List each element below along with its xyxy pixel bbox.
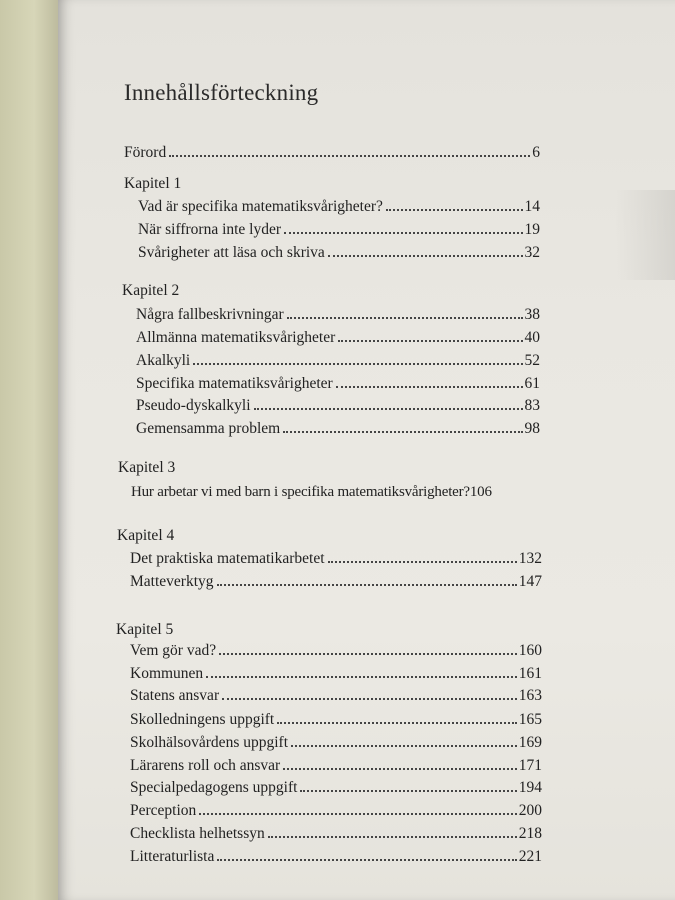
dot-leader — [219, 653, 517, 655]
toc-entry-page: 38 — [524, 306, 540, 323]
toc-entry — [136, 351, 540, 371]
toc-entry-label: Checklista helhetssyn — [130, 825, 265, 842]
toc-entry — [130, 847, 542, 867]
toc-entry-page: 200 — [518, 802, 542, 819]
toc-entry — [130, 824, 542, 844]
toc-entry — [130, 778, 542, 798]
toc-entry-page: 165 — [518, 711, 542, 728]
dot-leader — [217, 859, 516, 861]
toc-entry-label: Litteraturlista — [130, 848, 215, 865]
chapter-heading: Kapitel 5 — [116, 621, 174, 638]
toc-entry-page: 32 — [524, 244, 540, 261]
chapter-heading: Kapitel 4 — [117, 527, 175, 544]
facing-page-edge — [0, 0, 62, 900]
toc-entry — [130, 733, 542, 753]
toc-entry-label: Några fallbeskrivningar — [136, 306, 284, 323]
toc-entry-page: 52 — [524, 352, 540, 369]
dot-leader — [169, 155, 530, 157]
toc-entry-page: 160 — [518, 642, 542, 659]
toc-entry — [130, 572, 542, 592]
toc-entry-page: 14 — [524, 198, 540, 215]
toc-entry-page: 132 — [518, 550, 542, 567]
toc-entry-label: Pseudo-dyskalkyli — [136, 397, 251, 414]
toc-entry-label: Svårigheter att läsa och skriva — [138, 244, 325, 261]
toc-entry-label: Matteverktyg — [130, 573, 214, 590]
toc-entry-label: Lärarens roll och ansvar — [130, 757, 281, 774]
toc-entry-label: Förord — [124, 144, 167, 161]
toc-entry-label: Skolledningens uppgift — [130, 711, 275, 728]
toc-entry — [130, 686, 542, 706]
toc-entry-page: 171 — [518, 757, 542, 774]
toc-entry-label: När siffrorna inte lyder — [138, 221, 282, 238]
toc-entry-page: 106 — [469, 484, 492, 500]
dot-leader — [287, 317, 523, 319]
toc-entry-label: Akalkyli — [136, 352, 191, 369]
toc-entry-page: 163 — [518, 687, 542, 704]
dot-leader — [336, 386, 523, 388]
toc-entry-page: 83 — [524, 397, 540, 414]
dot-leader — [217, 584, 517, 586]
toc-entry-label: Specialpedagogens uppgift — [130, 779, 298, 796]
toc-entry-page: 147 — [518, 573, 542, 590]
dot-leader — [300, 790, 516, 792]
dot-leader — [199, 813, 516, 815]
chapter-heading: Kapitel 3 — [118, 459, 176, 476]
dot-leader — [284, 232, 522, 234]
dot-leader — [206, 676, 517, 678]
toc-entry — [130, 801, 542, 821]
toc-entry-label: Statens ansvar — [130, 687, 220, 704]
page-title: Innehållsförteckning — [124, 80, 319, 105]
toc-entry-page: 169 — [518, 734, 542, 751]
toc-entry — [130, 549, 542, 569]
toc-entry-label: Vem gör vad? — [130, 642, 217, 659]
toc-entry-label: Specifika matematiksvårigheter — [136, 375, 333, 392]
toc-entry — [136, 328, 540, 348]
toc-entry-label: Det praktiska matematikarbetet — [130, 550, 325, 567]
toc-entry-label: Skolhälsovårdens uppgift — [130, 734, 288, 751]
toc-entry — [138, 197, 540, 217]
toc-entry-label: Allmänna matematiksvårigheter — [136, 329, 336, 346]
toc-entry-label: Gemensamma problem — [136, 420, 281, 437]
toc-entry — [136, 419, 540, 439]
dot-leader — [254, 408, 523, 410]
toc-entry — [136, 374, 540, 394]
toc-entry-page: 98 — [524, 420, 540, 437]
toc-entry-page: 6 — [532, 144, 540, 161]
toc-entry-label: Kommunen — [130, 665, 204, 682]
toc-entry-label: Vad är specifika matematiksvårigheter? — [138, 198, 383, 215]
dot-leader — [283, 768, 517, 770]
toc-entry — [130, 710, 542, 730]
toc-entry — [136, 396, 540, 416]
toc-entry-foreword — [124, 143, 540, 163]
dot-leader — [328, 255, 523, 257]
toc-entry — [130, 641, 542, 661]
toc-entry-page: 218 — [518, 825, 542, 842]
toc-entry-label: Perception — [130, 802, 197, 819]
toc-entry — [131, 482, 540, 502]
toc-entry-page: 40 — [524, 329, 540, 346]
toc-entry-page: 19 — [524, 221, 540, 238]
dot-leader — [268, 836, 517, 838]
toc-entry — [130, 756, 542, 776]
toc-entry — [136, 305, 540, 325]
dot-leader — [338, 340, 522, 342]
dot-leader — [328, 561, 517, 563]
chapter-heading: Kapitel 2 — [122, 282, 180, 299]
toc-entry-page: 194 — [518, 779, 542, 796]
toc-entry-page: 221 — [518, 848, 542, 865]
toc-entry — [138, 243, 540, 263]
toc-entry-label: Hur arbetar vi med barn i specifika matematiksvårigheter? — [131, 484, 470, 500]
toc-entry-page: 161 — [518, 665, 542, 682]
dot-leader — [193, 363, 522, 365]
toc-entry-page: 61 — [524, 375, 540, 392]
toc-entry — [130, 664, 542, 684]
dot-leader — [283, 431, 522, 433]
dot-leader — [386, 209, 523, 211]
dot-leader — [277, 722, 517, 724]
dot-leader — [222, 698, 517, 700]
toc-entry — [138, 220, 540, 240]
dot-leader — [291, 745, 517, 747]
chapter-heading: Kapitel 1 — [124, 175, 182, 192]
